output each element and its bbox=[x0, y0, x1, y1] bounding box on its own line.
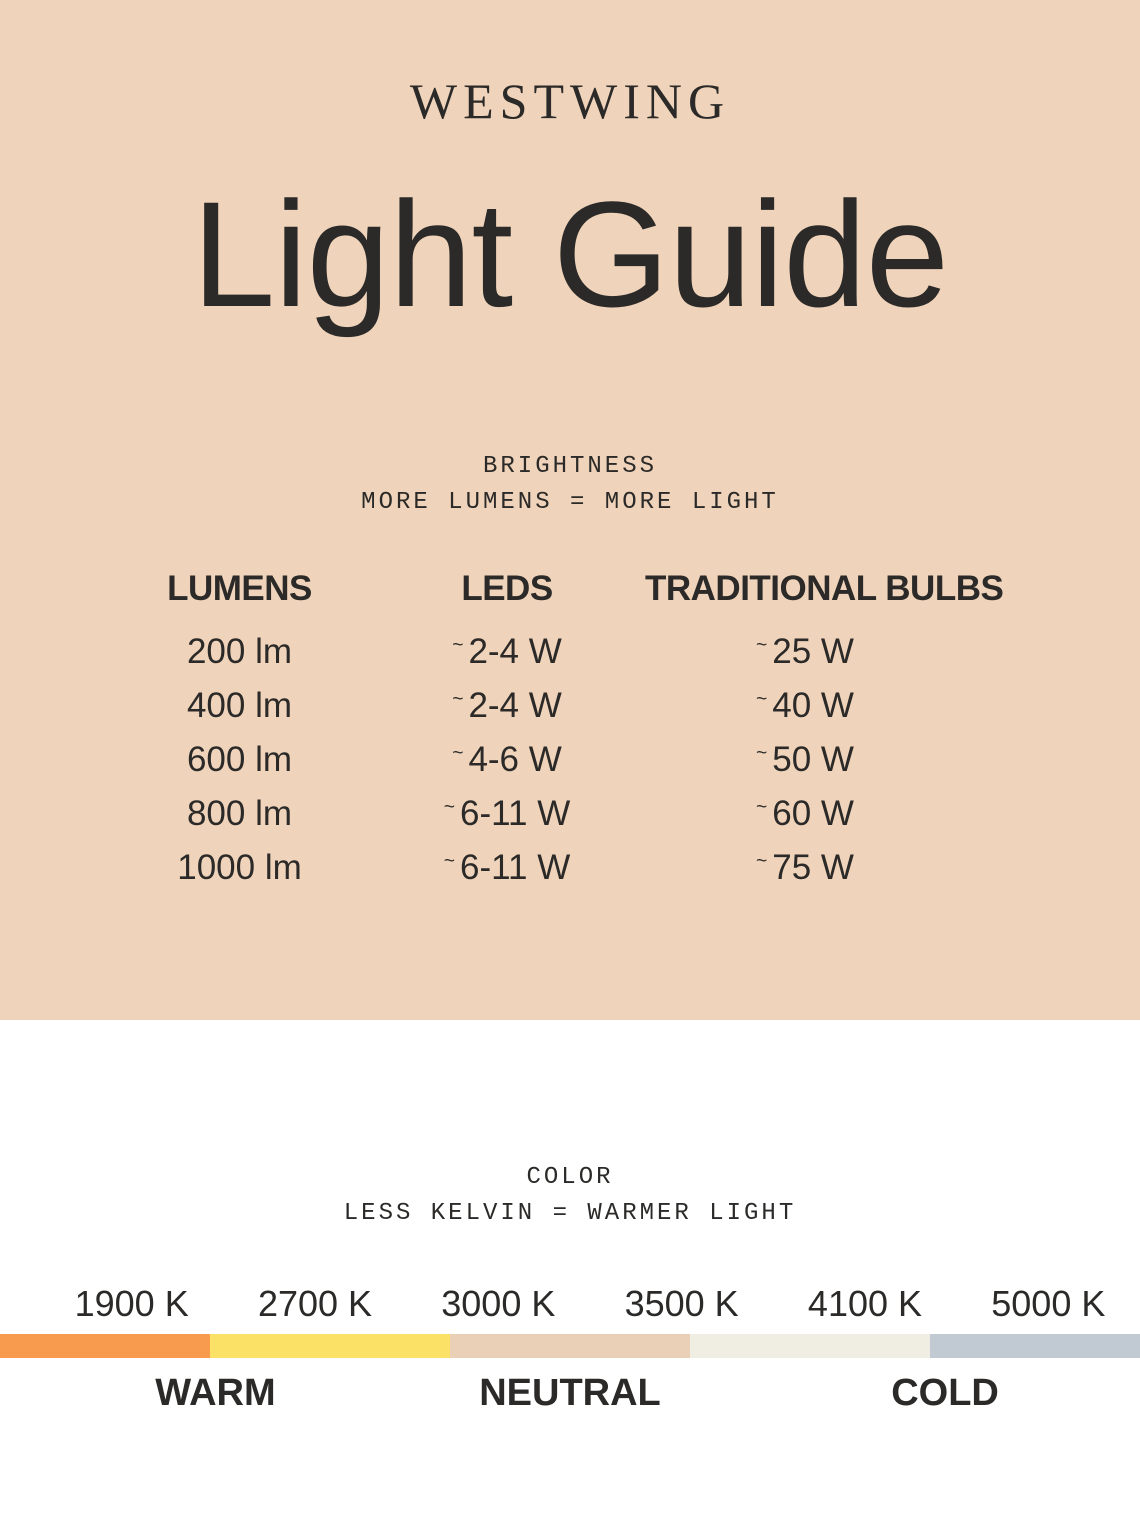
color-heading: COLOR bbox=[526, 1164, 614, 1191]
lumens-value: 600 lm bbox=[186, 740, 293, 779]
header-leds: LEDS bbox=[461, 569, 553, 608]
led-wattage-value: 2-4 W bbox=[468, 686, 562, 725]
header-traditional-bulbs: TRADITIONAL BULBS bbox=[645, 569, 1004, 608]
table-row bbox=[110, 679, 1140, 733]
kelvin-label: 3500 K bbox=[624, 1283, 739, 1324]
page-title: Light Guide bbox=[191, 170, 949, 338]
bar-segment-warm-yellow bbox=[210, 1334, 450, 1358]
approx-tilde: ~ bbox=[756, 797, 768, 819]
bulb-wattage bbox=[645, 794, 965, 834]
bar-segment-warm-orange bbox=[0, 1334, 210, 1358]
lumens-table bbox=[0, 569, 1140, 895]
approx-tilde: ~ bbox=[756, 851, 768, 873]
approx-tilde: ~ bbox=[452, 635, 464, 657]
brightness-heading-block bbox=[0, 449, 1140, 521]
approx-tilde: ~ bbox=[756, 635, 768, 657]
kelvin-labels-row bbox=[0, 1283, 1140, 1324]
kelvin-label: 4100 K bbox=[807, 1283, 923, 1324]
bulb-wattage bbox=[645, 632, 965, 672]
table-row bbox=[110, 841, 1140, 895]
table-header-row bbox=[110, 569, 1140, 609]
approx-tilde: ~ bbox=[452, 743, 464, 765]
kelvin-label: 5000 K bbox=[991, 1283, 1106, 1324]
approx-tilde: ~ bbox=[756, 689, 768, 711]
zone-label-cold: COLD bbox=[891, 1372, 999, 1414]
bulb-wattage bbox=[645, 848, 965, 888]
kelvin-color-bar bbox=[0, 1334, 1140, 1358]
lumens-value: 400 lm bbox=[186, 686, 293, 725]
led-wattage-value: 2-4 W bbox=[468, 632, 562, 671]
kelvin-label: 2700 K bbox=[257, 1283, 373, 1324]
temperature-zone-labels bbox=[0, 1373, 1140, 1415]
brightness-heading: BRIGHTNESS bbox=[482, 453, 658, 480]
led-wattage bbox=[369, 794, 645, 834]
bar-segment-cold-bluegray bbox=[930, 1334, 1140, 1358]
color-temperature-section bbox=[0, 1160, 1140, 1520]
bulb-wattage-value: 60 W bbox=[772, 794, 854, 833]
zone-label-neutral: NEUTRAL bbox=[479, 1372, 661, 1414]
table-row bbox=[110, 733, 1140, 787]
led-wattage bbox=[369, 686, 645, 726]
bulb-wattage bbox=[645, 686, 965, 726]
led-wattage bbox=[369, 848, 645, 888]
approx-tilde: ~ bbox=[443, 797, 456, 819]
lumens-value: 800 lm bbox=[186, 794, 293, 833]
zone-label-warm: WARM bbox=[155, 1372, 276, 1414]
kelvin-label: 3000 K bbox=[441, 1283, 556, 1324]
led-wattage bbox=[369, 632, 645, 672]
led-wattage bbox=[369, 740, 645, 780]
bulb-wattage-value: 40 W bbox=[772, 686, 854, 725]
led-wattage-value: 6-11 W bbox=[460, 848, 571, 887]
bulb-wattage-value: 75 W bbox=[772, 848, 854, 887]
bar-segment-neutral-cream bbox=[690, 1334, 930, 1358]
brand-logo: WESTWING bbox=[409, 73, 731, 129]
bulb-wattage-value: 50 W bbox=[772, 740, 854, 779]
led-wattage-value: 6-11 W bbox=[460, 794, 571, 833]
table-row bbox=[110, 625, 1140, 679]
bulb-wattage bbox=[645, 740, 965, 780]
approx-tilde: ~ bbox=[443, 851, 456, 873]
color-subheading: LESS KELVIN = WARMER LIGHT bbox=[343, 1200, 797, 1227]
approx-tilde: ~ bbox=[756, 743, 768, 765]
table-row bbox=[110, 787, 1140, 841]
color-heading-block bbox=[0, 1160, 1140, 1232]
brightness-subheading: MORE LUMENS = MORE LIGHT bbox=[361, 489, 779, 516]
table-body bbox=[0, 625, 1140, 895]
kelvin-label: 1900 K bbox=[74, 1283, 189, 1324]
lumens-value: 200 lm bbox=[186, 632, 293, 671]
bar-segment-neutral-tan bbox=[450, 1334, 690, 1358]
lumens-value: 1000 lm bbox=[177, 848, 302, 887]
bulb-wattage-value: 25 W bbox=[772, 632, 854, 671]
led-wattage-value: 4-6 W bbox=[468, 740, 562, 779]
approx-tilde: ~ bbox=[452, 689, 464, 711]
header-lumens: LUMENS bbox=[167, 569, 312, 608]
